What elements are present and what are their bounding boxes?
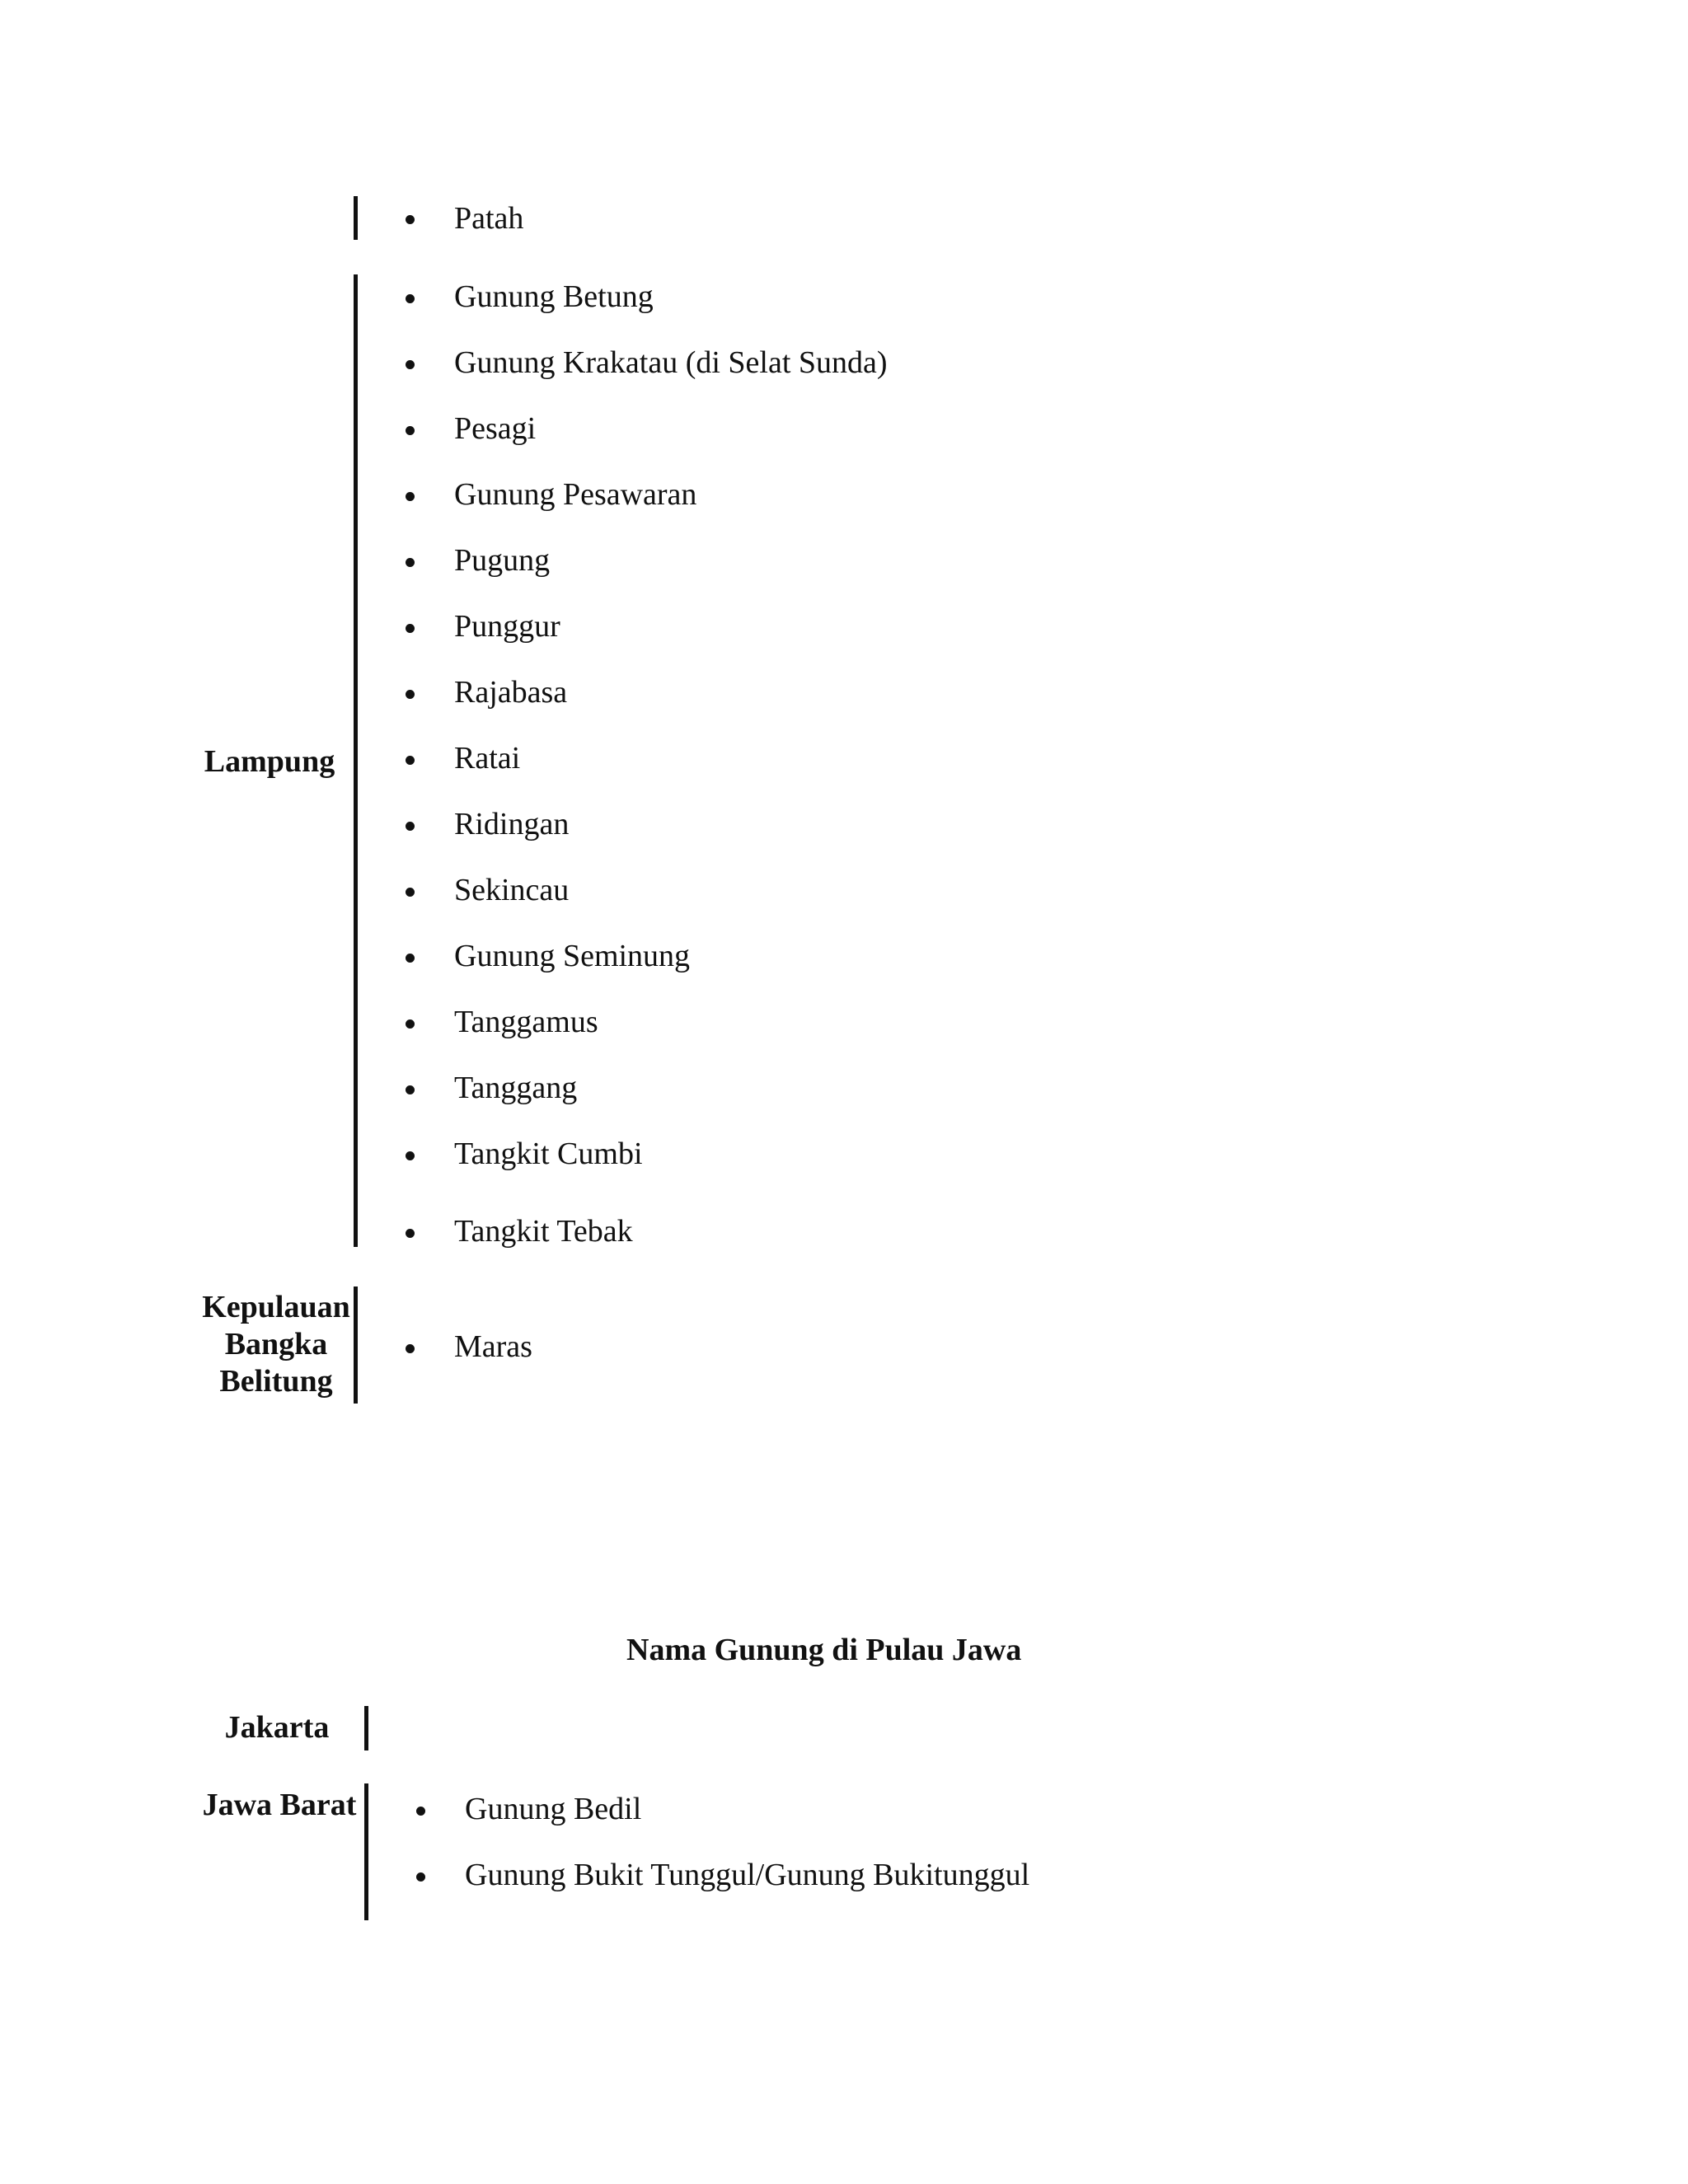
mountain-item: Pugung xyxy=(454,543,551,578)
mountain-item: Tanggamus xyxy=(454,1005,598,1039)
region-label-line: Belitung xyxy=(219,1364,333,1399)
bullet xyxy=(406,624,415,633)
mountain-item: Sekincau xyxy=(454,873,570,907)
region-label-kepulauan-bangka-belitung xyxy=(190,1289,363,1400)
mountain-item: Gunung Seminung xyxy=(454,939,691,973)
bullet xyxy=(406,1229,415,1238)
mountain-item: Ridingan xyxy=(454,807,570,841)
mountain-item: Gunung Bedil xyxy=(465,1792,642,1826)
mountain-item: Gunung Pesawaran xyxy=(454,477,697,512)
bullet xyxy=(406,1019,415,1029)
mountain-item: Patah xyxy=(454,201,524,236)
mountain-item: Maras xyxy=(454,1329,532,1364)
mountain-item: Gunung Betung xyxy=(454,279,654,314)
bullet xyxy=(406,690,415,699)
region-label-line: Bangka xyxy=(224,1327,328,1361)
region-bar-jakarta xyxy=(364,1706,368,1750)
bullet xyxy=(406,492,415,501)
mountain-item: Rajabasa xyxy=(454,675,568,710)
bullet xyxy=(406,1151,415,1160)
bullet xyxy=(406,822,415,831)
region-bar-lampung xyxy=(354,274,358,1247)
mountain-item: Gunung Krakatau (di Selat Sunda) xyxy=(454,345,888,380)
mountain-item: Punggur xyxy=(454,609,560,644)
mountain-item: Gunung Bukit Tunggul/Gunung Bukitunggul xyxy=(465,1858,1030,1892)
bullet xyxy=(406,888,415,897)
mountain-item: Tanggang xyxy=(454,1071,578,1105)
bullet xyxy=(416,1872,425,1882)
section-heading: Nama Gunung di Pulau Jawa xyxy=(626,1633,1022,1667)
bullet xyxy=(406,756,415,765)
region-bar-continuation xyxy=(354,196,358,240)
region-label-line: Kepulauan xyxy=(202,1290,350,1324)
bullet xyxy=(416,1807,425,1816)
bullet xyxy=(406,1344,415,1353)
mountain-item: Ratai xyxy=(454,741,521,776)
bullet xyxy=(406,954,415,963)
bullet xyxy=(406,360,415,369)
mountain-item: Pesagi xyxy=(454,411,537,446)
bullet xyxy=(406,426,415,435)
mountain-item: Tangkit Tebak xyxy=(454,1214,633,1249)
bullet xyxy=(406,558,415,567)
region-bar-jawa-barat xyxy=(364,1783,368,1920)
region-label-jawa-barat: Jawa Barat xyxy=(202,1788,357,1822)
mountain-item: Tangkit Cumbi xyxy=(454,1137,643,1171)
bullet xyxy=(406,215,415,224)
region-label-jakarta: Jakarta xyxy=(224,1710,330,1745)
bullet xyxy=(406,1085,415,1094)
region-label-lampung: Lampung xyxy=(204,744,335,779)
bullet xyxy=(406,294,415,303)
